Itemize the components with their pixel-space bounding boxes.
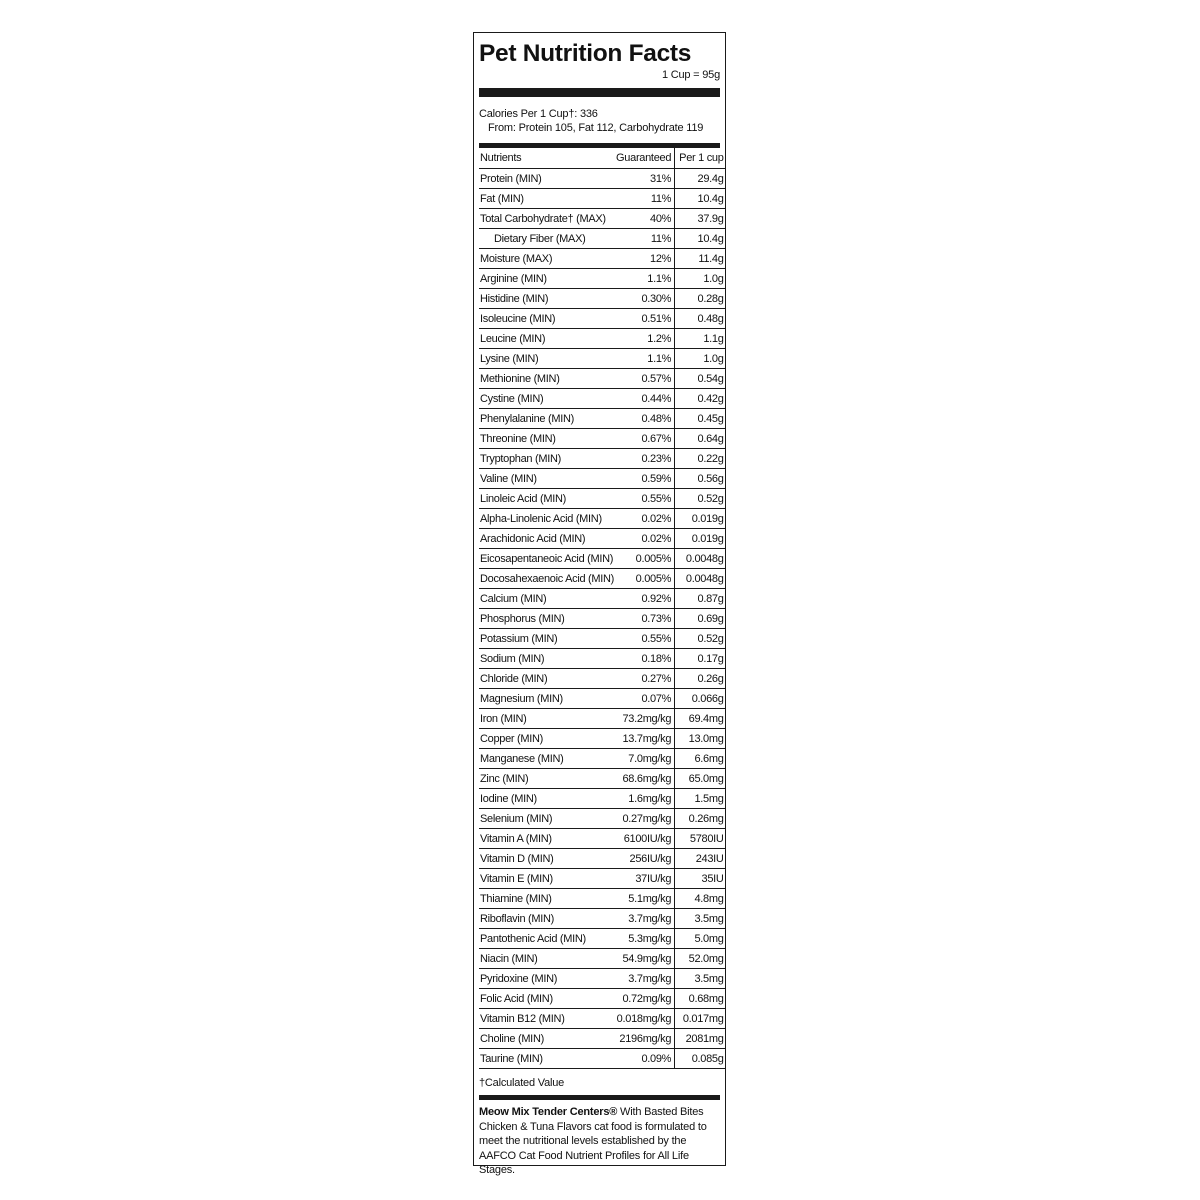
guaranteed-value: 3.7mg/kg bbox=[615, 969, 675, 989]
guaranteed-value: 0.02% bbox=[615, 529, 675, 549]
per-cup-value: 0.28g bbox=[675, 289, 725, 309]
per-cup-value: 0.019g bbox=[675, 509, 725, 529]
serving-size: 1 Cup = 95g bbox=[479, 68, 720, 97]
footnote: †Calculated Value bbox=[479, 1077, 565, 1089]
table-row bbox=[479, 929, 725, 949]
guaranteed-value: 0.72mg/kg bbox=[615, 989, 675, 1009]
per-cup-value: 5.0mg bbox=[675, 929, 725, 949]
per-cup-value: 0.68mg bbox=[675, 989, 725, 1009]
nutrient-name: Magnesium (MIN) bbox=[479, 689, 615, 709]
per-cup-value: 10.4g bbox=[675, 229, 725, 249]
table-row bbox=[479, 769, 725, 789]
table-row bbox=[479, 549, 725, 569]
table-row bbox=[479, 489, 725, 509]
per-cup-value: 0.48g bbox=[675, 309, 725, 329]
table-row bbox=[479, 589, 725, 609]
per-cup-value: 0.52g bbox=[675, 629, 725, 649]
nutrient-name: Total Carbohydrate† (MAX) bbox=[479, 209, 615, 229]
nutrient-name: Thiamine (MIN) bbox=[479, 889, 615, 909]
guaranteed-value: 0.92% bbox=[615, 589, 675, 609]
guaranteed-value: 68.6mg/kg bbox=[615, 769, 675, 789]
nutrient-name: Eicosapentaneoic Acid (MIN) bbox=[479, 549, 615, 569]
table-row bbox=[479, 169, 725, 189]
guaranteed-value: 0.02% bbox=[615, 509, 675, 529]
table-row bbox=[479, 709, 725, 729]
per-cup-value: 10.4g bbox=[675, 189, 725, 209]
guaranteed-value: 0.018mg/kg bbox=[615, 1009, 675, 1029]
guaranteed-value: 0.51% bbox=[615, 309, 675, 329]
per-cup-value: 35IU bbox=[675, 869, 725, 889]
per-cup-value: 2081mg bbox=[675, 1029, 725, 1049]
guaranteed-value: 5.3mg/kg bbox=[615, 929, 675, 949]
per-cup-value: 0.45g bbox=[675, 409, 725, 429]
guaranteed-value: 0.005% bbox=[615, 569, 675, 589]
nutrient-name: Alpha-Linolenic Acid (MIN) bbox=[479, 509, 615, 529]
table-row bbox=[479, 529, 725, 549]
guaranteed-value: 11% bbox=[615, 229, 675, 249]
column-header-per-cup: Per 1 cup bbox=[675, 148, 725, 169]
table-row bbox=[479, 189, 725, 209]
table-row bbox=[479, 969, 725, 989]
nutrient-name: Vitamin E (MIN) bbox=[479, 869, 615, 889]
per-cup-value: 5780IU bbox=[675, 829, 725, 849]
nutrient-name: Isoleucine (MIN) bbox=[479, 309, 615, 329]
per-cup-value: 0.56g bbox=[675, 469, 725, 489]
nutrient-name: Pyridoxine (MIN) bbox=[479, 969, 615, 989]
guaranteed-value: 7.0mg/kg bbox=[615, 749, 675, 769]
per-cup-value: 37.9g bbox=[675, 209, 725, 229]
guaranteed-value: 54.9mg/kg bbox=[615, 949, 675, 969]
per-cup-value: 65.0mg bbox=[675, 769, 725, 789]
per-cup-value: 1.5mg bbox=[675, 789, 725, 809]
per-cup-value: 69.4mg bbox=[675, 709, 725, 729]
guaranteed-value: 0.07% bbox=[615, 689, 675, 709]
calories-block bbox=[479, 97, 720, 141]
nutrient-name: Selenium (MIN) bbox=[479, 809, 615, 829]
guaranteed-value: 73.2mg/kg bbox=[615, 709, 675, 729]
per-cup-value: 0.52g bbox=[675, 489, 725, 509]
table-row bbox=[479, 249, 725, 269]
table-row bbox=[479, 329, 725, 349]
product-brand: Meow Mix Tender Centers® bbox=[479, 1106, 618, 1118]
nutrient-name: Dietary Fiber (MAX) bbox=[479, 229, 615, 249]
nutrient-name: Valine (MIN) bbox=[479, 469, 615, 489]
per-cup-value: 11.4g bbox=[675, 249, 725, 269]
table-row bbox=[479, 509, 725, 529]
nutrient-name: Cystine (MIN) bbox=[479, 389, 615, 409]
column-header-guaranteed: Guaranteed bbox=[615, 148, 675, 169]
per-cup-value: 0.019g bbox=[675, 529, 725, 549]
table-header-row bbox=[479, 148, 725, 169]
table-row bbox=[479, 809, 725, 829]
guaranteed-value: 0.44% bbox=[615, 389, 675, 409]
nutrient-name: Tryptophan (MIN) bbox=[479, 449, 615, 469]
nutrient-name: Threonine (MIN) bbox=[479, 429, 615, 449]
table-row bbox=[479, 429, 725, 449]
nutrient-name: Phosphorus (MIN) bbox=[479, 609, 615, 629]
guaranteed-value: 2196mg/kg bbox=[615, 1029, 675, 1049]
guaranteed-value: 0.27% bbox=[615, 669, 675, 689]
per-cup-value: 0.87g bbox=[675, 589, 725, 609]
guaranteed-value: 0.09% bbox=[615, 1049, 675, 1069]
guaranteed-value: 0.23% bbox=[615, 449, 675, 469]
guaranteed-value: 1.2% bbox=[615, 329, 675, 349]
table-row bbox=[479, 209, 725, 229]
guaranteed-value: 0.005% bbox=[615, 549, 675, 569]
guaranteed-value: 3.7mg/kg bbox=[615, 909, 675, 929]
guaranteed-value: 0.73% bbox=[615, 609, 675, 629]
guaranteed-value: 0.59% bbox=[615, 469, 675, 489]
nutrient-name: Fat (MIN) bbox=[479, 189, 615, 209]
table-row bbox=[479, 949, 725, 969]
nutrient-name: Methionine (MIN) bbox=[479, 369, 615, 389]
calories-from: From: Protein 105, Fat 112, Carbohydrate 119 bbox=[488, 122, 704, 134]
table-row bbox=[479, 649, 725, 669]
guaranteed-value: 0.48% bbox=[615, 409, 675, 429]
table-row bbox=[479, 1029, 725, 1049]
nutrient-name: Calcium (MIN) bbox=[479, 589, 615, 609]
per-cup-value: 1.0g bbox=[675, 269, 725, 289]
nutrient-table bbox=[479, 148, 725, 1069]
nutrient-name: Choline (MIN) bbox=[479, 1029, 615, 1049]
table-row bbox=[479, 569, 725, 589]
table-row bbox=[479, 369, 725, 389]
per-cup-value: 0.085g bbox=[675, 1049, 725, 1069]
per-cup-value: 6.6mg bbox=[675, 749, 725, 769]
per-cup-value: 13.0mg bbox=[675, 729, 725, 749]
guaranteed-value: 11% bbox=[615, 189, 675, 209]
table-row bbox=[479, 849, 725, 869]
table-row bbox=[479, 869, 725, 889]
per-cup-value: 3.5mg bbox=[675, 969, 725, 989]
nutrient-name: Chloride (MIN) bbox=[479, 669, 615, 689]
table-row bbox=[479, 289, 725, 309]
nutrient-name: Potassium (MIN) bbox=[479, 629, 615, 649]
per-cup-value: 0.22g bbox=[675, 449, 725, 469]
guaranteed-value: 0.55% bbox=[615, 629, 675, 649]
guaranteed-value: 1.1% bbox=[615, 349, 675, 369]
per-cup-value: 52.0mg bbox=[675, 949, 725, 969]
nutrient-name: Leucine (MIN) bbox=[479, 329, 615, 349]
nutrient-name: Zinc (MIN) bbox=[479, 769, 615, 789]
table-row bbox=[479, 389, 725, 409]
guaranteed-value: 0.30% bbox=[615, 289, 675, 309]
nutrient-name: Sodium (MIN) bbox=[479, 649, 615, 669]
per-cup-value: 0.0048g bbox=[675, 549, 725, 569]
nutrient-name: Docosahexaenoic Acid (MIN) bbox=[479, 569, 615, 589]
nutrient-name: Taurine (MIN) bbox=[479, 1049, 615, 1069]
table-row bbox=[479, 889, 725, 909]
table-row bbox=[479, 269, 725, 289]
nutrient-name: Folic Acid (MIN) bbox=[479, 989, 615, 1009]
table-row bbox=[479, 689, 725, 709]
per-cup-value: 0.17g bbox=[675, 649, 725, 669]
nutrient-name: Vitamin B12 (MIN) bbox=[479, 1009, 615, 1029]
label-content bbox=[479, 33, 724, 1178]
guaranteed-value: 6100IU/kg bbox=[615, 829, 675, 849]
per-cup-value: 243IU bbox=[675, 849, 725, 869]
per-cup-value: 3.5mg bbox=[675, 909, 725, 929]
nutrient-name: Niacin (MIN) bbox=[479, 949, 615, 969]
guaranteed-value: 0.67% bbox=[615, 429, 675, 449]
guaranteed-value: 37IU/kg bbox=[615, 869, 675, 889]
nutrient-name: Vitamin A (MIN) bbox=[479, 829, 615, 849]
nutrient-name: Pantothenic Acid (MIN) bbox=[479, 929, 615, 949]
table-row bbox=[479, 749, 725, 769]
per-cup-value: 0.54g bbox=[675, 369, 725, 389]
guaranteed-value: 0.57% bbox=[615, 369, 675, 389]
guaranteed-value: 1.1% bbox=[615, 269, 675, 289]
table-row bbox=[479, 909, 725, 929]
guaranteed-value: 5.1mg/kg bbox=[615, 889, 675, 909]
product-description bbox=[479, 1100, 720, 1178]
per-cup-value: 1.0g bbox=[675, 349, 725, 369]
table-row bbox=[479, 409, 725, 429]
table-row bbox=[479, 1049, 725, 1069]
table-row bbox=[479, 789, 725, 809]
guaranteed-value: 0.18% bbox=[615, 649, 675, 669]
table-row bbox=[479, 729, 725, 749]
guaranteed-value: 13.7mg/kg bbox=[615, 729, 675, 749]
guaranteed-value: 0.27mg/kg bbox=[615, 809, 675, 829]
table-row bbox=[479, 449, 725, 469]
table-row bbox=[479, 1009, 725, 1029]
nutrient-name: Arginine (MIN) bbox=[479, 269, 615, 289]
table-row bbox=[479, 829, 725, 849]
per-cup-value: 0.42g bbox=[675, 389, 725, 409]
nutrient-name: Protein (MIN) bbox=[479, 169, 615, 189]
guaranteed-value: 1.6mg/kg bbox=[615, 789, 675, 809]
per-cup-value: 4.8mg bbox=[675, 889, 725, 909]
per-cup-value: 0.69g bbox=[675, 609, 725, 629]
table-row bbox=[479, 669, 725, 689]
table-row bbox=[479, 309, 725, 329]
nutrient-name: Manganese (MIN) bbox=[479, 749, 615, 769]
nutrient-name: Lysine (MIN) bbox=[479, 349, 615, 369]
nutrient-name: Iron (MIN) bbox=[479, 709, 615, 729]
nutrient-name: Phenylalanine (MIN) bbox=[479, 409, 615, 429]
per-cup-value: 0.64g bbox=[675, 429, 725, 449]
guaranteed-value: 31% bbox=[615, 169, 675, 189]
per-cup-value: 0.0048g bbox=[675, 569, 725, 589]
per-cup-value: 0.26g bbox=[675, 669, 725, 689]
nutrient-name: Vitamin D (MIN) bbox=[479, 849, 615, 869]
nutrient-name: Histidine (MIN) bbox=[479, 289, 615, 309]
calories-line: Calories Per 1 Cup†: 336 bbox=[479, 108, 598, 120]
per-cup-value: 0.26mg bbox=[675, 809, 725, 829]
table-row bbox=[479, 609, 725, 629]
per-cup-value: 1.1g bbox=[675, 329, 725, 349]
nutrient-name: Copper (MIN) bbox=[479, 729, 615, 749]
label-title: Pet Nutrition Facts bbox=[479, 40, 692, 67]
guaranteed-value: 0.55% bbox=[615, 489, 675, 509]
table-row bbox=[479, 229, 725, 249]
per-cup-value: 0.017mg bbox=[675, 1009, 725, 1029]
table-row bbox=[479, 989, 725, 1009]
nutrient-name: Iodine (MIN) bbox=[479, 789, 615, 809]
nutrient-name: Moisture (MAX) bbox=[479, 249, 615, 269]
per-cup-value: 0.066g bbox=[675, 689, 725, 709]
table-row bbox=[479, 469, 725, 489]
guaranteed-value: 256IU/kg bbox=[615, 849, 675, 869]
guaranteed-value: 40% bbox=[615, 209, 675, 229]
nutrient-name: Riboflavin (MIN) bbox=[479, 909, 615, 929]
column-header-nutrients: Nutrients bbox=[479, 148, 615, 169]
description-text: With Basted Bites Chicken & Tuna Flavors cat food is formulated to meet the nutritional levels established by the AAFCO Cat Food Nutrient Profiles for All Life Stages. bbox=[479, 1106, 707, 1176]
nutrient-name: Linoleic Acid (MIN) bbox=[479, 489, 615, 509]
guaranteed-value: 12% bbox=[615, 249, 675, 269]
table-row bbox=[479, 629, 725, 649]
nutrition-facts-label bbox=[473, 32, 726, 1176]
table-row bbox=[479, 349, 725, 369]
nutrient-name: Arachidonic Acid (MIN) bbox=[479, 529, 615, 549]
per-cup-value: 29.4g bbox=[675, 169, 725, 189]
